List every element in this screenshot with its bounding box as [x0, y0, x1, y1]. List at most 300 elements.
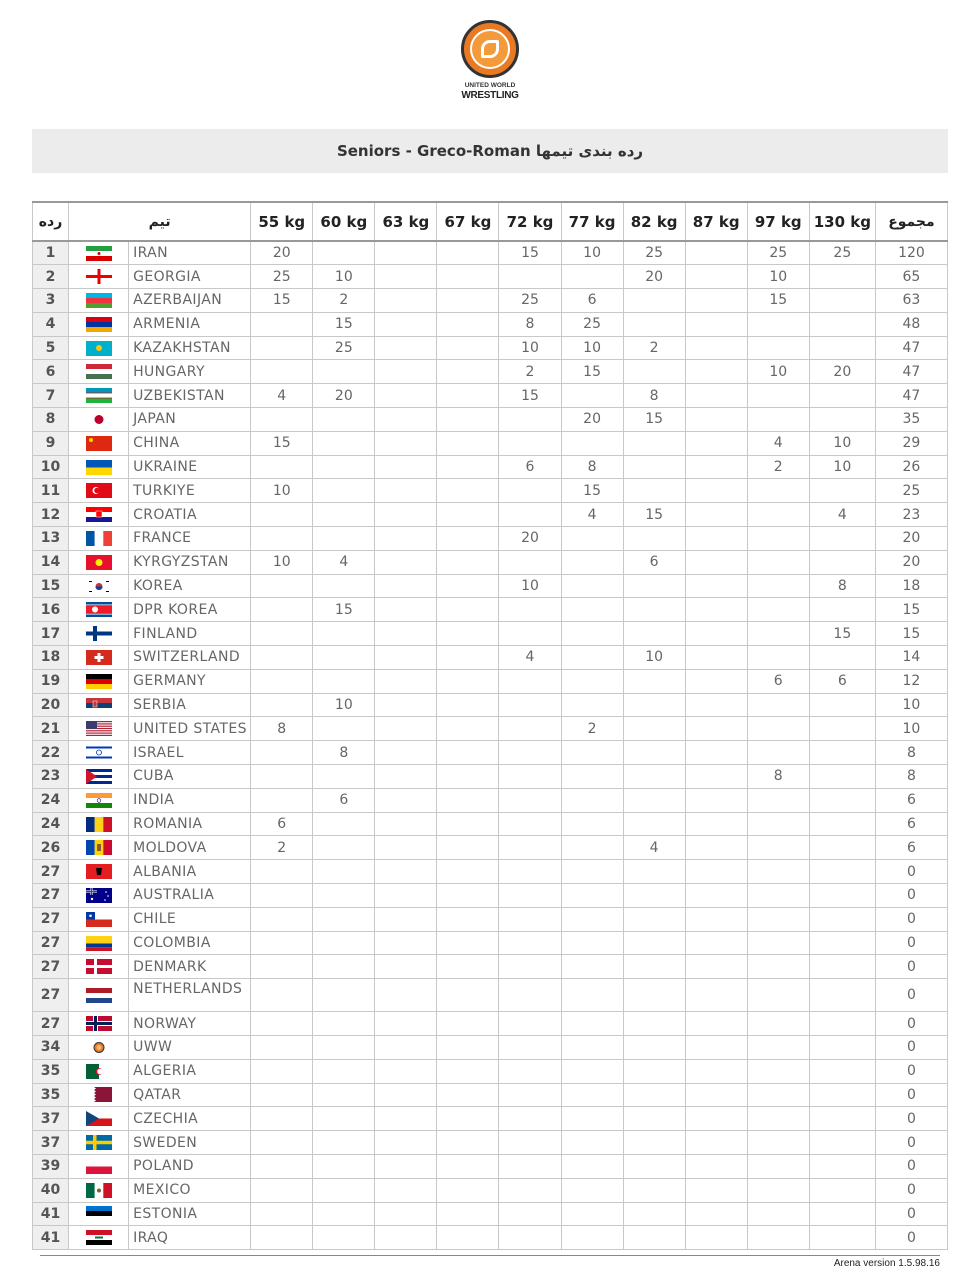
rank-cell: 13 — [33, 527, 69, 551]
points-87kg-cell — [685, 455, 747, 479]
points-55kg-cell: 25 — [251, 265, 313, 289]
points-77kg-cell — [561, 1226, 623, 1250]
points-67kg-cell — [437, 931, 499, 955]
table-row — [33, 312, 948, 336]
total-points-cell: 26 — [875, 455, 947, 479]
points-67kg-cell — [437, 955, 499, 979]
flag-cell — [69, 860, 129, 884]
points-72kg-cell — [499, 408, 561, 432]
points-87kg-cell — [685, 527, 747, 551]
points-55kg-cell — [251, 598, 313, 622]
points-130kg-cell — [809, 479, 875, 503]
points-60kg-cell — [313, 1178, 375, 1202]
points-55kg-cell — [251, 336, 313, 360]
rank-cell: 27 — [33, 931, 69, 955]
points-87kg-cell — [685, 1202, 747, 1226]
total-points-cell: 47 — [875, 336, 947, 360]
flag-cell — [69, 1083, 129, 1107]
total-points-cell: 47 — [875, 384, 947, 408]
total-points-cell: 6 — [875, 788, 947, 812]
rank-cell: 24 — [33, 812, 69, 836]
points-130kg-cell — [809, 1131, 875, 1155]
points-77kg-cell: 4 — [561, 503, 623, 527]
points-97kg-cell — [747, 1202, 809, 1226]
points-55kg-cell — [251, 955, 313, 979]
iraq-flag-icon — [86, 1230, 112, 1245]
points-97kg-cell — [747, 503, 809, 527]
points-60kg-cell — [313, 431, 375, 455]
points-72kg-cell — [499, 836, 561, 860]
points-72kg-cell — [499, 765, 561, 789]
points-72kg-cell: 25 — [499, 289, 561, 313]
points-82kg-cell: 2 — [623, 336, 685, 360]
rank-cell: 24 — [33, 788, 69, 812]
points-67kg-cell — [437, 574, 499, 598]
points-63kg-cell — [375, 598, 437, 622]
table-row — [33, 693, 948, 717]
table-row — [33, 527, 948, 551]
points-63kg-cell — [375, 503, 437, 527]
points-130kg-cell — [809, 1178, 875, 1202]
points-77kg-cell — [561, 1036, 623, 1060]
points-77kg-cell — [561, 1202, 623, 1226]
flag-cell — [69, 907, 129, 931]
points-63kg-cell — [375, 479, 437, 503]
points-60kg-cell — [313, 717, 375, 741]
points-130kg-cell — [809, 884, 875, 908]
points-130kg-cell: 25 — [809, 241, 875, 265]
points-67kg-cell — [437, 550, 499, 574]
points-63kg-cell — [375, 907, 437, 931]
points-72kg-cell — [499, 693, 561, 717]
table-row — [33, 1226, 948, 1250]
japan-flag-icon — [86, 412, 112, 427]
points-72kg-cell: 10 — [499, 336, 561, 360]
points-82kg-cell: 6 — [623, 550, 685, 574]
header-87kg: 87 kg — [685, 202, 747, 241]
points-60kg-cell: 6 — [313, 788, 375, 812]
team-name-cell: UKRAINE — [129, 455, 251, 479]
points-97kg-cell — [747, 646, 809, 670]
points-60kg-cell: 2 — [313, 289, 375, 313]
points-60kg-cell: 10 — [313, 265, 375, 289]
points-67kg-cell — [437, 384, 499, 408]
points-130kg-cell — [809, 860, 875, 884]
points-130kg-cell — [809, 1107, 875, 1131]
points-97kg-cell: 8 — [747, 765, 809, 789]
flag-cell — [69, 979, 129, 1012]
rank-cell: 27 — [33, 979, 69, 1012]
points-97kg-cell — [747, 812, 809, 836]
points-82kg-cell — [623, 693, 685, 717]
table-row — [33, 646, 948, 670]
points-55kg-cell — [251, 1059, 313, 1083]
points-67kg-cell — [437, 479, 499, 503]
footer-divider — [40, 1255, 940, 1256]
points-55kg-cell — [251, 312, 313, 336]
points-60kg-cell: 25 — [313, 336, 375, 360]
flag-cell — [69, 265, 129, 289]
points-55kg-cell: 2 — [251, 836, 313, 860]
points-77kg-cell — [561, 693, 623, 717]
flag-cell — [69, 289, 129, 313]
points-67kg-cell — [437, 979, 499, 1012]
points-97kg-cell: 10 — [747, 265, 809, 289]
table-row — [33, 669, 948, 693]
points-55kg-cell — [251, 907, 313, 931]
points-60kg-cell — [313, 1059, 375, 1083]
table-row — [33, 265, 948, 289]
header-77kg: 77 kg — [561, 202, 623, 241]
points-60kg-cell — [313, 884, 375, 908]
points-67kg-cell — [437, 408, 499, 432]
points-67kg-cell — [437, 860, 499, 884]
points-67kg-cell — [437, 598, 499, 622]
points-77kg-cell: 20 — [561, 408, 623, 432]
points-82kg-cell — [623, 741, 685, 765]
points-87kg-cell — [685, 669, 747, 693]
flag-cell — [69, 741, 129, 765]
rank-cell: 18 — [33, 646, 69, 670]
france-flag-icon — [86, 531, 112, 546]
points-82kg-cell — [623, 289, 685, 313]
points-97kg-cell — [747, 550, 809, 574]
team-name-cell: QATAR — [129, 1083, 251, 1107]
points-67kg-cell — [437, 907, 499, 931]
points-77kg-cell — [561, 1131, 623, 1155]
points-130kg-cell — [809, 693, 875, 717]
points-77kg-cell — [561, 907, 623, 931]
cuba-flag-icon — [86, 769, 112, 784]
points-77kg-cell — [561, 812, 623, 836]
points-67kg-cell — [437, 812, 499, 836]
points-60kg-cell: 20 — [313, 384, 375, 408]
points-72kg-cell: 20 — [499, 527, 561, 551]
colombia-flag-icon — [86, 936, 112, 951]
points-97kg-cell — [747, 955, 809, 979]
points-97kg-cell: 25 — [747, 241, 809, 265]
total-points-cell: 10 — [875, 717, 947, 741]
rank-cell: 19 — [33, 669, 69, 693]
points-67kg-cell — [437, 1131, 499, 1155]
points-130kg-cell — [809, 598, 875, 622]
azerbaijan-flag-icon — [86, 293, 112, 308]
points-63kg-cell — [375, 622, 437, 646]
points-63kg-cell — [375, 788, 437, 812]
points-97kg-cell — [747, 336, 809, 360]
team-name-cell: COLOMBIA — [129, 931, 251, 955]
points-87kg-cell — [685, 336, 747, 360]
flag-cell — [69, 574, 129, 598]
flag-cell — [69, 479, 129, 503]
points-63kg-cell — [375, 360, 437, 384]
points-87kg-cell — [685, 574, 747, 598]
team-name-cell: ALGERIA — [129, 1059, 251, 1083]
total-points-cell: 29 — [875, 431, 947, 455]
points-77kg-cell: 15 — [561, 360, 623, 384]
points-82kg-cell — [623, 1131, 685, 1155]
points-97kg-cell — [747, 408, 809, 432]
points-77kg-cell: 8 — [561, 455, 623, 479]
team-name-cell: MEXICO — [129, 1178, 251, 1202]
points-87kg-cell — [685, 884, 747, 908]
points-72kg-cell: 15 — [499, 241, 561, 265]
total-points-cell: 120 — [875, 241, 947, 265]
points-60kg-cell — [313, 503, 375, 527]
points-77kg-cell — [561, 598, 623, 622]
algeria-flag-icon — [86, 1064, 112, 1079]
points-87kg-cell — [685, 1131, 747, 1155]
points-82kg-cell — [623, 717, 685, 741]
team-name-cell: AZERBAIJAN — [129, 289, 251, 313]
team-name-cell: ESTONIA — [129, 1202, 251, 1226]
points-55kg-cell — [251, 360, 313, 384]
points-67kg-cell — [437, 622, 499, 646]
korea-flag-icon — [86, 579, 112, 594]
points-55kg-cell: 6 — [251, 812, 313, 836]
points-77kg-cell: 2 — [561, 717, 623, 741]
points-82kg-cell — [623, 1178, 685, 1202]
rank-cell: 35 — [33, 1059, 69, 1083]
points-97kg-cell — [747, 622, 809, 646]
flag-cell — [69, 527, 129, 551]
kyrgyzstan-flag-icon — [86, 555, 112, 570]
mexico-flag-icon — [86, 1183, 112, 1198]
points-130kg-cell — [809, 1036, 875, 1060]
points-77kg-cell — [561, 1154, 623, 1178]
points-72kg-cell — [499, 1154, 561, 1178]
total-points-cell: 8 — [875, 765, 947, 789]
team-name-cell: KAZAKHSTAN — [129, 336, 251, 360]
points-130kg-cell — [809, 408, 875, 432]
rank-cell: 34 — [33, 1036, 69, 1060]
points-63kg-cell — [375, 455, 437, 479]
rank-cell: 17 — [33, 622, 69, 646]
points-87kg-cell — [685, 1059, 747, 1083]
points-82kg-cell — [623, 598, 685, 622]
points-72kg-cell: 15 — [499, 384, 561, 408]
points-130kg-cell — [809, 527, 875, 551]
header-55kg: 55 kg — [251, 202, 313, 241]
rank-cell: 21 — [33, 717, 69, 741]
points-63kg-cell — [375, 1059, 437, 1083]
points-130kg-cell — [809, 312, 875, 336]
india-flag-icon — [86, 793, 112, 808]
total-points-cell: 0 — [875, 955, 947, 979]
team-name-cell: MOLDOVA — [129, 836, 251, 860]
points-63kg-cell — [375, 1083, 437, 1107]
points-130kg-cell: 4 — [809, 503, 875, 527]
table-row — [33, 408, 948, 432]
points-63kg-cell — [375, 431, 437, 455]
flag-cell — [69, 693, 129, 717]
points-72kg-cell: 6 — [499, 455, 561, 479]
points-60kg-cell — [313, 1202, 375, 1226]
points-77kg-cell: 25 — [561, 312, 623, 336]
points-55kg-cell — [251, 931, 313, 955]
table-row — [33, 812, 948, 836]
points-87kg-cell — [685, 289, 747, 313]
points-63kg-cell — [375, 955, 437, 979]
team-name-cell: CROATIA — [129, 503, 251, 527]
total-points-cell: 47 — [875, 360, 947, 384]
points-55kg-cell: 15 — [251, 431, 313, 455]
points-60kg-cell — [313, 479, 375, 503]
table-row — [33, 289, 948, 313]
rank-cell: 8 — [33, 408, 69, 432]
points-87kg-cell — [685, 408, 747, 432]
table-row — [33, 979, 948, 1012]
points-55kg-cell: 20 — [251, 241, 313, 265]
estonia-flag-icon — [86, 1206, 112, 1221]
points-72kg-cell — [499, 1226, 561, 1250]
total-points-cell: 8 — [875, 741, 947, 765]
points-55kg-cell — [251, 408, 313, 432]
points-77kg-cell: 10 — [561, 241, 623, 265]
points-63kg-cell — [375, 550, 437, 574]
points-87kg-cell — [685, 979, 747, 1012]
flag-cell — [69, 384, 129, 408]
points-55kg-cell — [251, 1107, 313, 1131]
points-130kg-cell: 15 — [809, 622, 875, 646]
points-72kg-cell — [499, 860, 561, 884]
points-87kg-cell — [685, 1012, 747, 1036]
team-name-cell: CZECHIA — [129, 1107, 251, 1131]
rank-cell: 41 — [33, 1226, 69, 1250]
points-87kg-cell — [685, 693, 747, 717]
team-name-cell: TURKIYE — [129, 479, 251, 503]
points-97kg-cell — [747, 717, 809, 741]
points-67kg-cell — [437, 1202, 499, 1226]
points-82kg-cell — [623, 955, 685, 979]
team-name-cell: IRAQ — [129, 1226, 251, 1250]
points-130kg-cell — [809, 1154, 875, 1178]
points-130kg-cell — [809, 788, 875, 812]
points-60kg-cell — [313, 836, 375, 860]
flag-cell — [69, 360, 129, 384]
points-72kg-cell — [499, 884, 561, 908]
points-77kg-cell — [561, 1059, 623, 1083]
team-name-cell: CUBA — [129, 765, 251, 789]
points-87kg-cell — [685, 646, 747, 670]
australia-flag-icon — [86, 888, 112, 903]
points-87kg-cell — [685, 384, 747, 408]
table-row — [33, 431, 948, 455]
points-60kg-cell — [313, 455, 375, 479]
points-72kg-cell — [499, 717, 561, 741]
points-67kg-cell — [437, 289, 499, 313]
points-60kg-cell — [313, 527, 375, 551]
points-130kg-cell: 20 — [809, 360, 875, 384]
rank-cell: 4 — [33, 312, 69, 336]
denmark-flag-icon — [86, 959, 112, 974]
points-60kg-cell — [313, 241, 375, 265]
table-row — [33, 574, 948, 598]
united-states-flag-icon — [86, 721, 112, 736]
croatia-flag-icon — [86, 507, 112, 522]
rank-cell: 37 — [33, 1131, 69, 1155]
points-87kg-cell — [685, 598, 747, 622]
total-points-cell: 23 — [875, 503, 947, 527]
points-55kg-cell — [251, 527, 313, 551]
points-97kg-cell — [747, 884, 809, 908]
points-97kg-cell — [747, 1154, 809, 1178]
points-60kg-cell — [313, 408, 375, 432]
rank-cell: 5 — [33, 336, 69, 360]
table-row — [33, 455, 948, 479]
points-60kg-cell: 15 — [313, 598, 375, 622]
flag-cell — [69, 1226, 129, 1250]
team-name-cell: SERBIA — [129, 693, 251, 717]
total-points-cell: 0 — [875, 1036, 947, 1060]
total-points-cell: 10 — [875, 693, 947, 717]
points-67kg-cell — [437, 669, 499, 693]
flag-cell — [69, 550, 129, 574]
points-55kg-cell — [251, 622, 313, 646]
points-130kg-cell — [809, 1059, 875, 1083]
chile-flag-icon — [86, 912, 112, 927]
team-name-cell: KOREA — [129, 574, 251, 598]
netherlands-flag-icon — [86, 988, 112, 1003]
team-name-cell: DENMARK — [129, 955, 251, 979]
points-97kg-cell — [747, 979, 809, 1012]
points-63kg-cell — [375, 979, 437, 1012]
rank-cell: 27 — [33, 884, 69, 908]
points-67kg-cell — [437, 717, 499, 741]
points-82kg-cell — [623, 931, 685, 955]
points-77kg-cell: 10 — [561, 336, 623, 360]
team-name-cell: INDIA — [129, 788, 251, 812]
points-82kg-cell: 20 — [623, 265, 685, 289]
rank-cell: 6 — [33, 360, 69, 384]
total-points-cell: 65 — [875, 265, 947, 289]
points-60kg-cell — [313, 360, 375, 384]
poland-flag-icon — [86, 1159, 112, 1174]
points-87kg-cell — [685, 931, 747, 955]
total-points-cell: 20 — [875, 527, 947, 551]
points-63kg-cell — [375, 1178, 437, 1202]
points-55kg-cell: 4 — [251, 384, 313, 408]
israel-flag-icon — [86, 745, 112, 760]
points-72kg-cell — [499, 979, 561, 1012]
points-97kg-cell — [747, 598, 809, 622]
logo-text-line1: UNITED WORLD — [464, 82, 516, 89]
points-87kg-cell — [685, 431, 747, 455]
table-row — [33, 360, 948, 384]
points-97kg-cell — [747, 907, 809, 931]
points-97kg-cell — [747, 384, 809, 408]
rank-cell: 27 — [33, 955, 69, 979]
points-82kg-cell — [623, 669, 685, 693]
points-63kg-cell — [375, 265, 437, 289]
points-77kg-cell — [561, 384, 623, 408]
points-72kg-cell — [499, 1202, 561, 1226]
total-points-cell: 0 — [875, 1012, 947, 1036]
points-60kg-cell: 15 — [313, 312, 375, 336]
flag-cell — [69, 1178, 129, 1202]
points-82kg-cell — [623, 1154, 685, 1178]
points-82kg-cell — [623, 788, 685, 812]
points-97kg-cell — [747, 479, 809, 503]
points-72kg-cell — [499, 431, 561, 455]
points-97kg-cell — [747, 312, 809, 336]
points-63kg-cell — [375, 860, 437, 884]
dpr-korea-flag-icon — [86, 602, 112, 617]
flag-cell — [69, 622, 129, 646]
points-77kg-cell — [561, 431, 623, 455]
rank-cell: 27 — [33, 907, 69, 931]
total-points-cell: 15 — [875, 622, 947, 646]
